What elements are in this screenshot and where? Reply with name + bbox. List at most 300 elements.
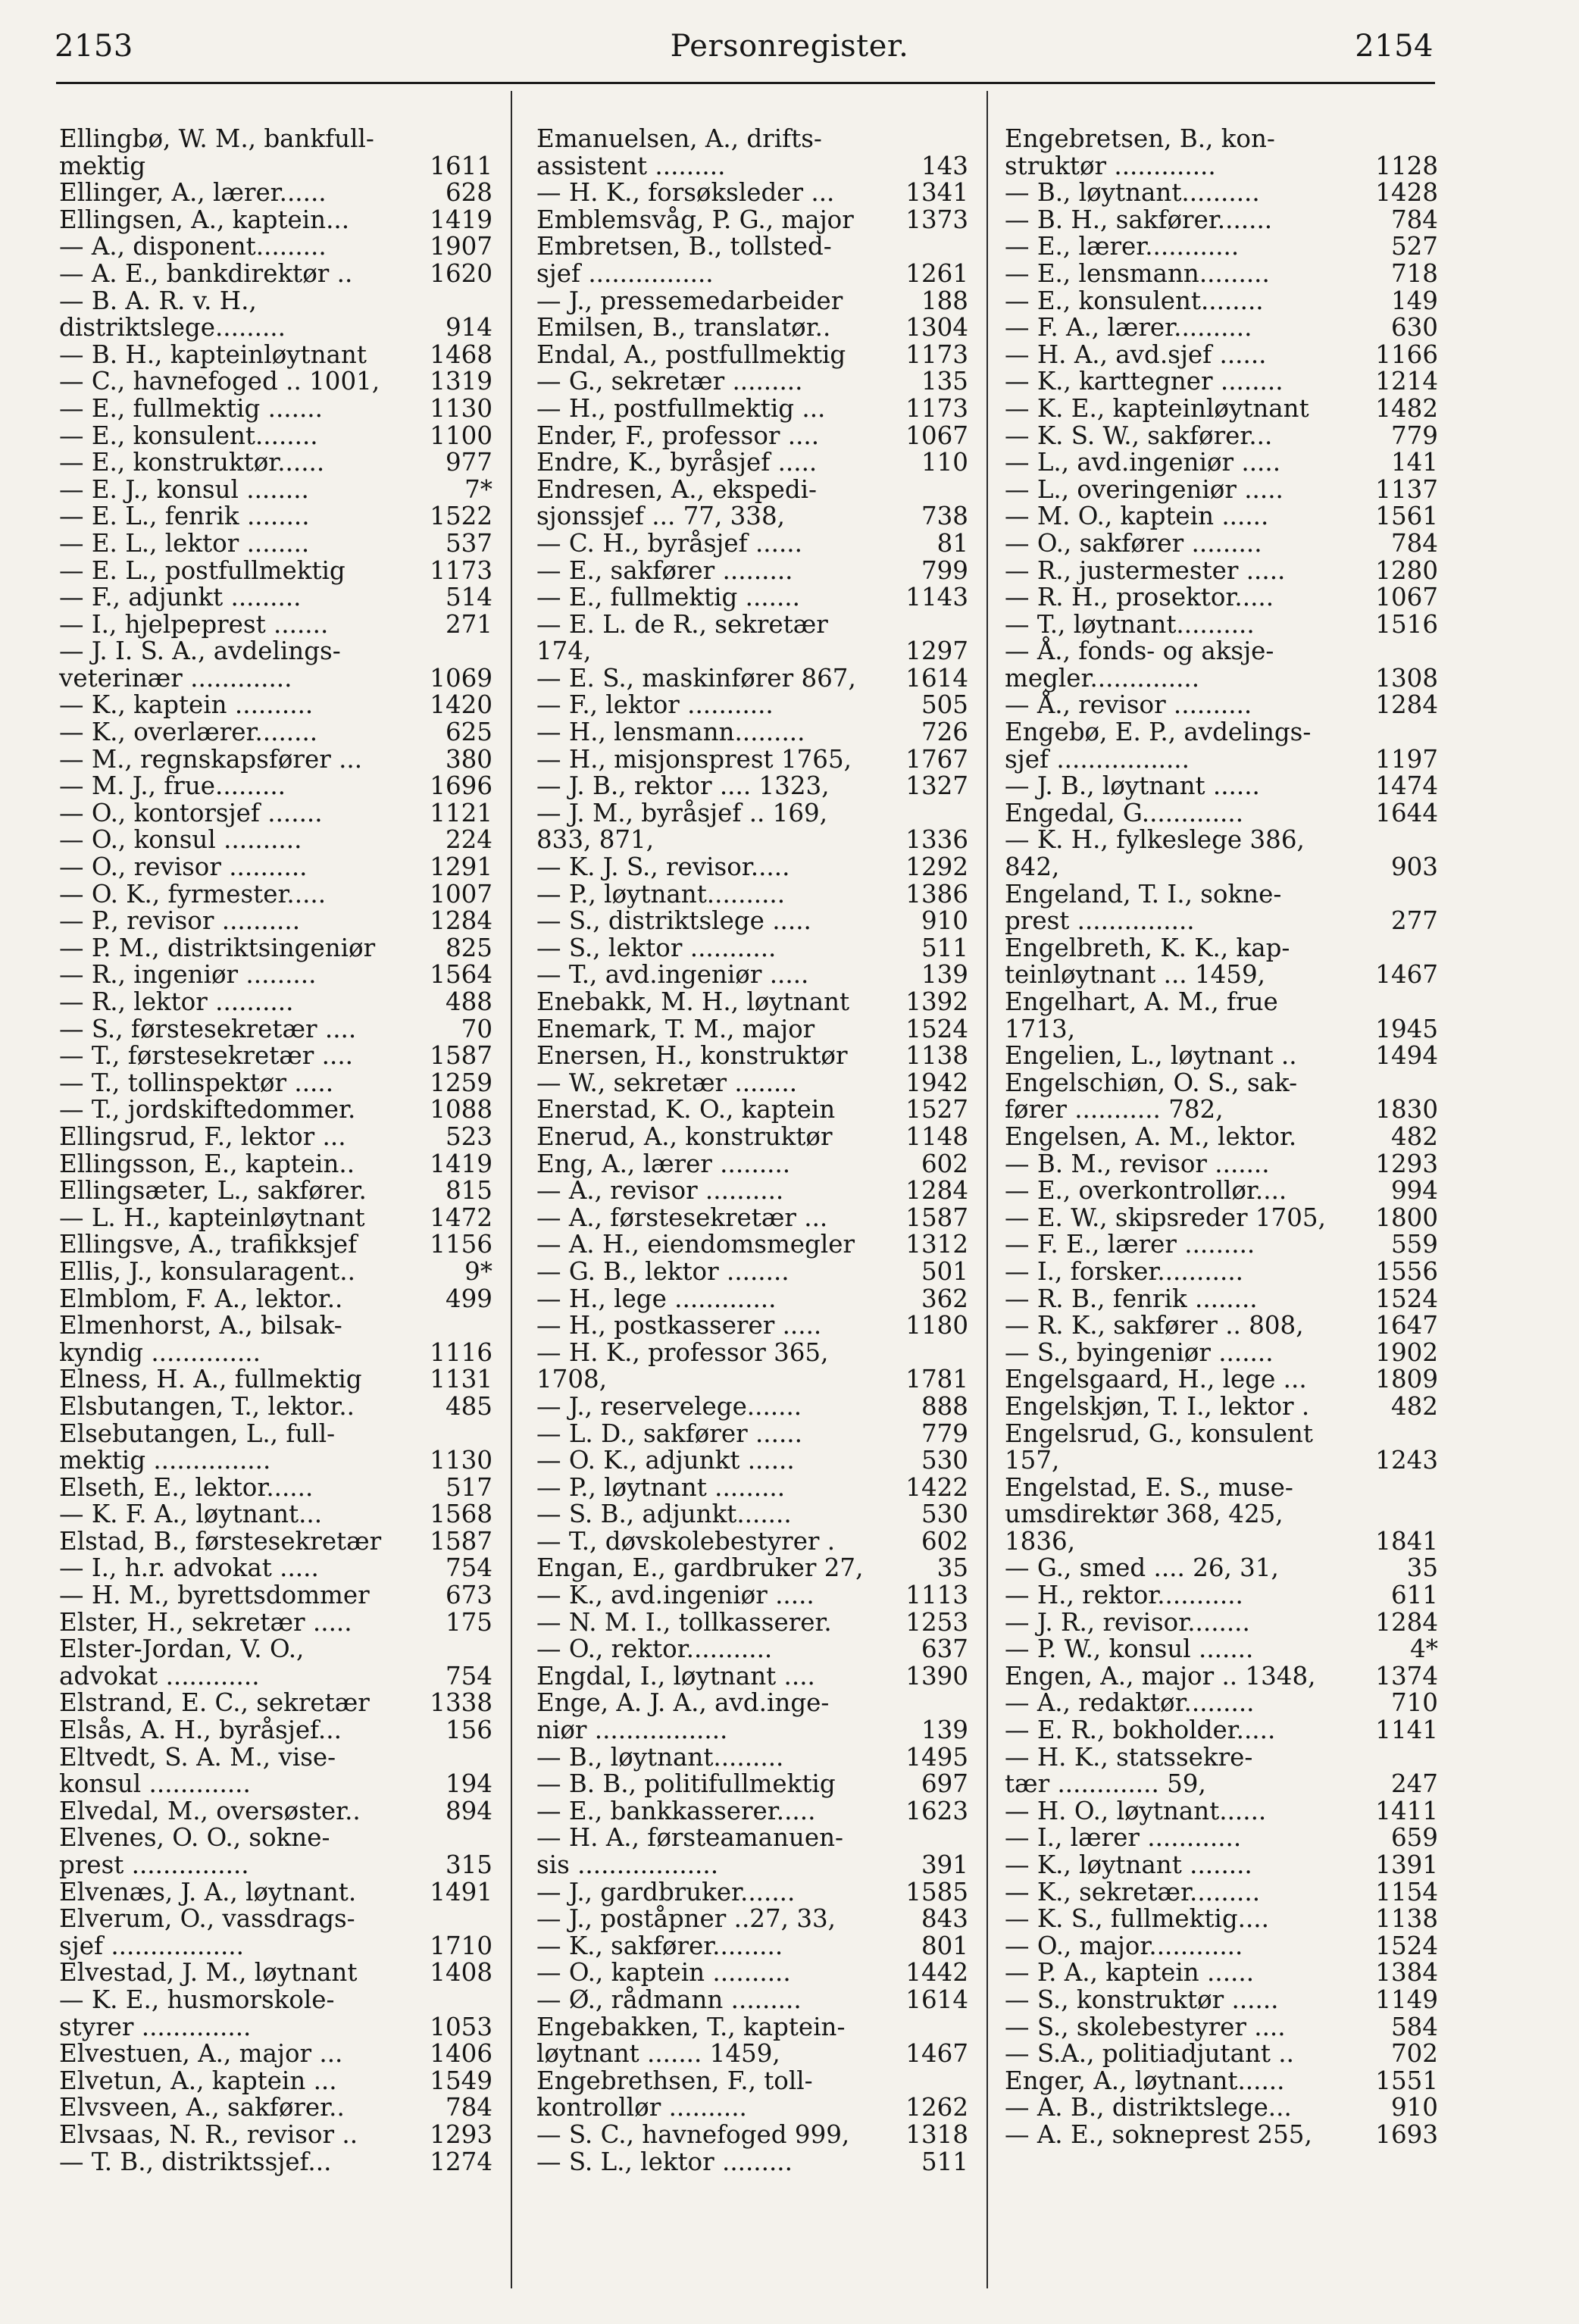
index-entry bbox=[1005, 1151, 1438, 1178]
index-entry bbox=[1005, 1070, 1438, 1124]
entry-page-number: 1100 bbox=[430, 421, 492, 450]
index-entry bbox=[536, 1744, 968, 1772]
entry-page-number: 1319 bbox=[430, 367, 492, 396]
index-entry bbox=[1005, 2041, 1438, 2068]
entry-page-number: 1623 bbox=[905, 1796, 968, 1825]
entry-page-number: 1128 bbox=[1375, 151, 1438, 180]
index-entry bbox=[59, 908, 492, 935]
entry-page-number: 1243 bbox=[1375, 1446, 1438, 1475]
index-entry bbox=[1005, 1933, 1438, 1960]
index-entry bbox=[59, 989, 492, 1016]
entry-text: Elverum, O., vassdrags- sjef ................. bbox=[59, 1904, 355, 1960]
index-entry bbox=[59, 962, 492, 989]
entry-text: — J. I. S. A., avdelings- veterinær ............. bbox=[59, 637, 341, 693]
index-entry bbox=[1005, 258, 1438, 288]
index-entry bbox=[59, 611, 492, 639]
index-entry bbox=[59, 1825, 492, 1878]
entry-page-number: 175 bbox=[445, 1607, 492, 1637]
entry-page-number: 1197 bbox=[1375, 744, 1438, 774]
index-entry bbox=[59, 1418, 492, 1475]
entry-text: — K., sekretær......... bbox=[1005, 1877, 1261, 1906]
entry-page-number: 754 bbox=[445, 1553, 492, 1583]
index-entry bbox=[59, 449, 492, 477]
entry-page-number: 1411 bbox=[1375, 1796, 1438, 1825]
entry-text: — I., lærer ............ bbox=[1005, 1823, 1242, 1853]
entry-text: Elvenæs, J. A., løytnant. bbox=[59, 1877, 357, 1906]
entry-text: — T., døvskolebestyrer . bbox=[536, 1526, 836, 1556]
entry-text: Enersen, H., konstruktør bbox=[536, 1041, 848, 1071]
entry-page-number: 1491 bbox=[430, 1877, 492, 1906]
index-entry bbox=[1005, 180, 1438, 207]
entry-text: — H., lensmann......... bbox=[536, 718, 805, 747]
entry-page-number: 1214 bbox=[1375, 367, 1438, 396]
entry-text: — R., lektor .......... bbox=[59, 987, 294, 1016]
entry-page-number: 501 bbox=[921, 1256, 968, 1286]
index-entry bbox=[59, 180, 492, 207]
entry-text: — P., løytnant ......... bbox=[536, 1472, 786, 1502]
index-entry bbox=[59, 1744, 492, 1798]
entry-page-number: 815 bbox=[445, 1176, 492, 1206]
index-entry bbox=[536, 368, 968, 396]
entry-text: — H. K., professor 365, 1708, bbox=[536, 1337, 829, 1394]
entry-page-number: 511 bbox=[921, 933, 968, 962]
index-entry bbox=[59, 1690, 492, 1717]
entry-page-number: 1614 bbox=[905, 663, 968, 693]
entry-text: Engebø, E. P., avdelings- sjef ................. bbox=[1005, 718, 1312, 774]
index-entry bbox=[1005, 1231, 1438, 1259]
entry-text: Enge, A. J. A., avd.inge- niør ................. bbox=[536, 1688, 830, 1745]
index-entry bbox=[536, 1418, 968, 1448]
entry-text: Elmblom, F. A., lektor.. bbox=[59, 1284, 343, 1313]
entry-text: — P., løytnant.......... bbox=[536, 879, 786, 909]
entry-page-number: 1767 bbox=[905, 744, 968, 774]
entry-page-number: 1830 bbox=[1375, 1095, 1438, 1124]
entry-page-number: 224 bbox=[445, 825, 492, 855]
index-entry bbox=[59, 1987, 492, 2041]
entry-text: — P. M., distriktsingeniør bbox=[59, 933, 376, 962]
entry-page-number: 784 bbox=[1390, 205, 1438, 234]
index-entry bbox=[59, 368, 492, 396]
entry-text: Enebakk, M. H., løytnant bbox=[536, 987, 850, 1016]
index-entry bbox=[59, 1231, 492, 1259]
index-entry bbox=[1005, 1178, 1438, 1205]
entry-text: — O. K., adjunkt ...... bbox=[536, 1446, 795, 1475]
index-entry bbox=[1005, 1717, 1438, 1744]
entry-text: — M. O., kaptein ...... bbox=[1005, 502, 1269, 531]
entry-page-number: 188 bbox=[921, 286, 968, 315]
entry-text: Ellingsve, A., trafikksjef bbox=[59, 1230, 358, 1259]
entry-text: — O., rektor........... bbox=[536, 1634, 773, 1664]
index-entry bbox=[59, 638, 492, 692]
entry-page-number: 391 bbox=[921, 1850, 968, 1879]
entry-page-number: 1312 bbox=[905, 1230, 968, 1259]
entry-page-number: 511 bbox=[921, 2147, 968, 2176]
index-entry bbox=[536, 1121, 968, 1151]
entry-text: — L. D., sakfører ...... bbox=[536, 1418, 802, 1448]
entry-page-number: 910 bbox=[1390, 2093, 1438, 2122]
index-entry bbox=[1005, 1663, 1438, 1691]
entry-page-number: 1259 bbox=[430, 1068, 492, 1097]
entry-page-number: 1069 bbox=[430, 663, 492, 693]
index-entry bbox=[536, 1231, 968, 1259]
entry-text: — A., redaktør......... bbox=[1005, 1688, 1255, 1718]
entry-text: Ellis, J., konsularagent.. bbox=[59, 1256, 355, 1286]
entry-page-number: 1141 bbox=[1375, 1716, 1438, 1745]
entry-page-number: 1422 bbox=[905, 1472, 968, 1502]
entry-text: — K., karttegner ........ bbox=[1005, 367, 1284, 396]
entry-page-number: 628 bbox=[445, 178, 492, 208]
entry-text: Elstrand, E. C., sekretær bbox=[59, 1688, 370, 1718]
entry-text: — E. L., postfullmektig bbox=[59, 555, 346, 585]
entry-page-number: 1420 bbox=[430, 690, 492, 720]
entry-text: Ender, F., professor .... bbox=[536, 421, 820, 450]
page-number-right: 2154 bbox=[1355, 29, 1434, 64]
entry-text: — J. M., byråsjef .. 169, 833, 871, bbox=[536, 798, 828, 855]
entry-text: Elvestad, J. M., løytnant bbox=[59, 1958, 358, 1988]
entry-text: Emblemsvåg, P. G., major bbox=[536, 205, 854, 234]
index-entry bbox=[1005, 1366, 1438, 1393]
entry-page-number: 1696 bbox=[430, 771, 492, 801]
entry-text: — K., løytnant ........ bbox=[1005, 1850, 1252, 1879]
index-entry bbox=[59, 773, 492, 800]
entry-text: — Å., fonds- og aksje- megler.............. bbox=[1005, 637, 1274, 693]
index-entry bbox=[1005, 1744, 1438, 1798]
entry-text: Elmenhorst, A., bilsak- kyndig .............. bbox=[59, 1311, 342, 1367]
index-entry bbox=[59, 393, 492, 423]
index-entry bbox=[59, 584, 492, 611]
index-entry bbox=[59, 2068, 492, 2095]
entry-page-number: 602 bbox=[921, 1526, 968, 1556]
index-entry bbox=[59, 288, 492, 342]
entry-text: — J. B., rektor .... 1323, bbox=[536, 771, 830, 801]
entry-text: Engen, A., major .. 1348, bbox=[1005, 1661, 1316, 1691]
entry-text: — E. J., konsul ........ bbox=[59, 474, 309, 504]
entry-text: — E. L., fenrik ........ bbox=[59, 502, 310, 531]
index-entry bbox=[1005, 638, 1438, 692]
index-entry bbox=[1005, 1582, 1438, 1609]
entry-page-number: 1386 bbox=[905, 879, 968, 909]
entry-text: — Ø., rådmann ......... bbox=[536, 1985, 802, 2014]
entry-text: — T., førstesekretær .... bbox=[59, 1041, 354, 1071]
entry-page-number: 1419 bbox=[430, 205, 492, 234]
entry-text: — B. H., kapteinløytnant bbox=[59, 339, 367, 369]
entry-page-number: 380 bbox=[445, 744, 492, 774]
entry-page-number: 488 bbox=[445, 987, 492, 1016]
entry-page-number: 1614 bbox=[905, 1985, 968, 2014]
entry-text: — B. H., sakfører....... bbox=[1005, 205, 1273, 234]
entry-text: Engebakken, T., kaptein- løytnant ....... 1459, bbox=[536, 2012, 846, 2069]
entry-text: Engelstad, E. S., muse- umsdirektør 368, 425, 1836, bbox=[1005, 1472, 1293, 1556]
entry-text: Elster-Jordan, V. O., advokat ............ bbox=[59, 1634, 305, 1691]
entry-page-number: 1154 bbox=[1375, 1877, 1438, 1906]
index-entry bbox=[1005, 126, 1438, 180]
entry-page-number: 697 bbox=[921, 1769, 968, 1799]
entry-page-number: 1809 bbox=[1375, 1365, 1438, 1394]
entry-page-number: 1373 bbox=[905, 205, 968, 234]
index-entry bbox=[59, 746, 492, 774]
entry-page-number: 1467 bbox=[905, 2039, 968, 2069]
index-entry bbox=[1005, 1286, 1438, 1313]
entry-page-number: 825 bbox=[445, 933, 492, 962]
index-entry bbox=[536, 692, 968, 719]
entry-text: Elness, H. A., fullmektig bbox=[59, 1365, 362, 1394]
index-entry bbox=[59, 339, 492, 369]
entry-text: Engelien, L., løytnant .. bbox=[1005, 1041, 1297, 1071]
index-entry bbox=[59, 1366, 492, 1393]
index-entry bbox=[536, 1337, 968, 1394]
entry-page-number: 1138 bbox=[1375, 1904, 1438, 1934]
entry-text: — S., førstesekretær .... bbox=[59, 1014, 357, 1043]
index-entry bbox=[59, 692, 492, 719]
index-entry bbox=[536, 800, 968, 854]
entry-page-number: 1390 bbox=[905, 1661, 968, 1691]
entry-text: Enemark, T. M., major bbox=[536, 1014, 815, 1043]
entry-page-number: 1472 bbox=[430, 1203, 492, 1232]
entry-text: — C., havnefoged .. 1001, bbox=[59, 367, 380, 396]
entry-page-number: 1336 bbox=[905, 825, 968, 855]
index-entry bbox=[536, 1771, 968, 1798]
entry-text: Elsbutangen, T., lektor.. bbox=[59, 1391, 355, 1421]
entry-text: Engelskjøn, T. I., lektor . bbox=[1005, 1391, 1310, 1421]
index-entry bbox=[1005, 2014, 1438, 2041]
entry-text: Ellingsen, A., kaptein... bbox=[59, 205, 350, 234]
entry-text: — K., avd.ingeniør ..... bbox=[536, 1581, 815, 1610]
entry-text: — E., overkontrollør.... bbox=[1005, 1176, 1287, 1206]
entry-page-number: 1384 bbox=[1375, 1958, 1438, 1988]
entry-text: — O., sakfører ......... bbox=[1005, 528, 1262, 558]
index-entry bbox=[1005, 1312, 1438, 1340]
index-entry bbox=[1005, 1609, 1438, 1637]
entry-page-number: 527 bbox=[1390, 232, 1438, 261]
index-entry bbox=[59, 854, 492, 881]
entry-page-number: 1173 bbox=[905, 339, 968, 369]
entry-page-number: 754 bbox=[445, 1661, 492, 1691]
entry-text: Engelsgaard, H., lege ... bbox=[1005, 1365, 1307, 1394]
entry-text: — K. J. S., revisor..... bbox=[536, 852, 790, 882]
entry-text: — L., avd.ingeniør ..... bbox=[1005, 448, 1281, 477]
entry-page-number: 1587 bbox=[430, 1041, 492, 1071]
entry-text: — R. B., fenrik ........ bbox=[1005, 1284, 1258, 1313]
index-entry bbox=[536, 2149, 968, 2176]
entry-text: — E., fullmektig ....... bbox=[536, 583, 800, 612]
index-entry bbox=[1005, 1825, 1438, 1852]
index-entry bbox=[59, 233, 492, 261]
entry-text: — B., løytnant.......... bbox=[1005, 178, 1260, 208]
index-entry bbox=[536, 1178, 968, 1205]
entry-text: Endre, K., byråsjef ..... bbox=[536, 448, 818, 477]
entry-text: — K. S. W., sakfører... bbox=[1005, 421, 1273, 450]
index-entry bbox=[59, 1178, 492, 1205]
entry-text: Elsås, A. H., byråsjef... bbox=[59, 1716, 342, 1745]
entry-page-number: 1130 bbox=[430, 393, 492, 423]
entry-text: — H., postkasserer ..... bbox=[536, 1311, 822, 1340]
index-entry bbox=[536, 989, 968, 1016]
entry-page-number: 637 bbox=[921, 1634, 968, 1664]
entry-text: Eng, A., lærer ......... bbox=[536, 1149, 791, 1178]
entry-page-number: 1568 bbox=[430, 1500, 492, 1529]
entry-text: — A., revisor .......... bbox=[536, 1176, 784, 1206]
entry-text: — R. K., sakfører .. 808, bbox=[1005, 1311, 1304, 1340]
entry-page-number: 143 bbox=[921, 151, 968, 180]
index-entry bbox=[59, 1256, 492, 1286]
index-entry bbox=[536, 962, 968, 989]
index-entry bbox=[59, 258, 492, 288]
index-entry bbox=[536, 719, 968, 746]
header-rule bbox=[56, 82, 1435, 84]
index-entry bbox=[1005, 611, 1438, 639]
entry-text: — K., sakfører......... bbox=[536, 1931, 783, 1960]
page-title: Personregister. bbox=[670, 29, 909, 64]
entry-page-number: 1516 bbox=[1375, 609, 1438, 639]
index-entry bbox=[59, 2149, 492, 2176]
index-entry bbox=[536, 1960, 968, 1987]
entry-text: — S., lektor ........... bbox=[536, 933, 777, 962]
entry-page-number: 135 bbox=[921, 367, 968, 396]
index-entry bbox=[1005, 1798, 1438, 1825]
index-entry bbox=[536, 854, 968, 881]
index-entry bbox=[59, 1528, 492, 1556]
entry-page-number: 738 bbox=[921, 502, 968, 531]
index-entry bbox=[536, 1286, 968, 1313]
entry-page-number: 1391 bbox=[1375, 1850, 1438, 1879]
index-entry bbox=[59, 1312, 492, 1366]
index-entry bbox=[536, 530, 968, 558]
entry-text: — E. W., skipsreder 1705, bbox=[1005, 1203, 1326, 1232]
entry-text: — B. B., politifullmektig bbox=[536, 1769, 836, 1799]
entry-page-number: 801 bbox=[921, 1931, 968, 1960]
index-entry bbox=[536, 339, 968, 369]
entry-page-number: 1647 bbox=[1375, 1311, 1438, 1340]
index-entry bbox=[1005, 207, 1438, 234]
entry-text: — T., jordskiftedommer. bbox=[59, 1095, 356, 1124]
entry-text: — H., lege ............. bbox=[536, 1284, 777, 1313]
index-entry bbox=[1005, 881, 1438, 935]
index-entry bbox=[1005, 393, 1438, 423]
index-entry bbox=[536, 1906, 968, 1933]
entry-page-number: 1173 bbox=[430, 555, 492, 585]
entry-page-number: 630 bbox=[1390, 313, 1438, 343]
index-entry bbox=[536, 1096, 968, 1124]
entry-text: — E., fullmektig ....... bbox=[59, 393, 323, 423]
entry-page-number: 1522 bbox=[430, 502, 492, 531]
index-entry bbox=[536, 1501, 968, 1528]
entry-page-number: 1406 bbox=[430, 2039, 492, 2069]
entry-text: — E. R., bokholder..... bbox=[1005, 1716, 1276, 1745]
index-entry bbox=[536, 393, 968, 423]
index-column-3 bbox=[1005, 126, 1438, 2149]
index-entry bbox=[59, 1501, 492, 1528]
index-entry bbox=[536, 746, 968, 774]
entry-page-number: 1556 bbox=[1375, 1256, 1438, 1286]
entry-page-number: 1945 bbox=[1375, 1014, 1438, 1043]
index-entry bbox=[536, 2119, 968, 2149]
entry-text: — F. E., lærer ......... bbox=[1005, 1230, 1255, 1259]
entry-text: — E. S., maskinfører 867, bbox=[536, 663, 856, 693]
index-entry bbox=[536, 180, 968, 207]
entry-text: — A. B., distriktslege... bbox=[1005, 2093, 1292, 2122]
entry-page-number: 1180 bbox=[905, 1311, 968, 1340]
entry-page-number: 530 bbox=[921, 1446, 968, 1475]
index-entry bbox=[536, 1312, 968, 1340]
entry-page-number: 1327 bbox=[905, 771, 968, 801]
index-entry bbox=[1005, 474, 1438, 504]
index-entry bbox=[1005, 1960, 1438, 1987]
entry-text: Emilsen, B., translatør.. bbox=[536, 313, 831, 343]
entry-text: — H., misjonsprest 1765, bbox=[536, 744, 852, 774]
entry-text: — K. S., fullmektig.... bbox=[1005, 1904, 1269, 1934]
entry-page-number: 1284 bbox=[1375, 1607, 1438, 1637]
index-entry bbox=[1005, 1636, 1438, 1663]
entry-page-number: 784 bbox=[445, 2093, 492, 2122]
index-entry bbox=[536, 935, 968, 962]
index-entry bbox=[59, 1393, 492, 1421]
index-entry bbox=[1005, 1418, 1438, 1475]
index-entry bbox=[59, 503, 492, 530]
entry-text: — K. H., fylkeslege 386, 842, bbox=[1005, 825, 1305, 882]
entry-page-number: 1495 bbox=[905, 1742, 968, 1772]
entry-text: Engdal, I., løytnant .... bbox=[536, 1661, 815, 1691]
index-entry bbox=[536, 207, 968, 234]
index-entry bbox=[59, 2041, 492, 2068]
column-divider-2 bbox=[986, 91, 988, 2288]
entry-text: Ellingsson, E., kaptein.. bbox=[59, 1149, 355, 1178]
entry-text: — H., rektor........... bbox=[1005, 1581, 1243, 1610]
entry-text: — O., kaptein .......... bbox=[536, 1958, 791, 1988]
index-entry bbox=[536, 1987, 968, 2014]
index-entry bbox=[59, 1121, 492, 1151]
entry-text: — K. F. A., løytnant... bbox=[59, 1500, 323, 1529]
entry-page-number: 4* bbox=[1410, 1634, 1438, 1664]
entry-text: Elstad, B., førstesekretær bbox=[59, 1526, 382, 1556]
entry-text: Engan, E., gardbruker 27, bbox=[536, 1553, 864, 1583]
index-entry bbox=[1005, 827, 1438, 880]
entry-page-number: 1468 bbox=[430, 339, 492, 369]
entry-page-number: 1284 bbox=[1375, 690, 1438, 720]
index-entry bbox=[1005, 584, 1438, 611]
entry-page-number: 537 bbox=[445, 528, 492, 558]
entry-page-number: 1007 bbox=[430, 879, 492, 909]
index-entry bbox=[1005, 2094, 1438, 2122]
entry-page-number: 517 bbox=[445, 1472, 492, 1502]
entry-text: — K., kaptein .......... bbox=[59, 690, 314, 720]
index-entry bbox=[536, 233, 968, 287]
entry-page-number: 625 bbox=[445, 718, 492, 747]
entry-text: — E., bankkasserer..... bbox=[536, 1796, 816, 1825]
index-entry bbox=[1005, 1256, 1438, 1286]
column-divider-1 bbox=[511, 91, 512, 2288]
entry-page-number: 1308 bbox=[1375, 663, 1438, 693]
entry-page-number: 1149 bbox=[1375, 1985, 1438, 2014]
entry-page-number: 1442 bbox=[905, 1958, 968, 1988]
entry-text: — E. L. de R., sekretær 174, bbox=[536, 609, 828, 666]
entry-page-number: 35 bbox=[1406, 1553, 1438, 1583]
entry-page-number: 1907 bbox=[430, 232, 492, 261]
entry-page-number: 1620 bbox=[430, 258, 492, 288]
entry-page-number: 1297 bbox=[905, 637, 968, 666]
index-entry bbox=[536, 1151, 968, 1178]
entry-page-number: 1088 bbox=[430, 1095, 492, 1124]
index-entry bbox=[1005, 1879, 1438, 1906]
entry-text: — J., gardbruker....... bbox=[536, 1877, 796, 1906]
entry-text: — A., førstesekretær ... bbox=[536, 1203, 828, 1232]
entry-text: — R. H., prosektor..... bbox=[1005, 583, 1274, 612]
entry-page-number: 1524 bbox=[1375, 1284, 1438, 1313]
entry-text: — I., hjelpeprest ....... bbox=[59, 609, 329, 639]
entry-text: Endresen, A., ekspedi- sjonssjef ... 77, 338, bbox=[536, 474, 818, 531]
index-entry bbox=[1005, 2119, 1438, 2149]
index-entry bbox=[1005, 423, 1438, 450]
entry-page-number: 559 bbox=[1390, 1230, 1438, 1259]
